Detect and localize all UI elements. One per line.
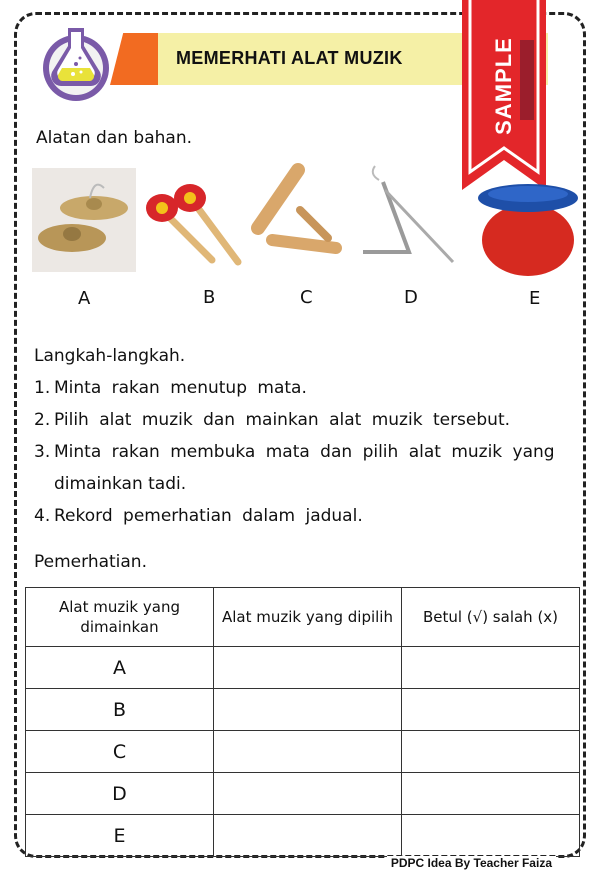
result-cell[interactable] <box>402 815 580 857</box>
flask-icon <box>40 22 112 104</box>
step-item <box>34 500 569 532</box>
observation-table <box>25 587 580 857</box>
row-label: D <box>26 773 214 815</box>
step-item <box>34 404 569 436</box>
table-row <box>26 731 580 773</box>
claves-icon <box>248 160 348 260</box>
step-number: 1. <box>34 378 51 398</box>
row-label: A <box>26 647 214 689</box>
sample-label: SAMPLE <box>491 37 516 135</box>
result-cell[interactable] <box>402 773 580 815</box>
answer-cell[interactable] <box>214 815 402 857</box>
step-text: Rekord pemerhatian dalam jadual. <box>54 506 363 526</box>
step-number: 4. <box>34 506 51 526</box>
steps-heading: Langkah-langkah. <box>34 346 186 366</box>
step-number: 2. <box>34 410 51 430</box>
maracas-icon <box>142 180 246 272</box>
step-text: Pilih alat muzik dan mainkan alat muzik tersebut. <box>54 410 511 430</box>
steps-section <box>34 340 569 532</box>
instrument-letter-d: D <box>404 287 418 308</box>
cymbals-icon <box>32 168 136 272</box>
column-header: Betul (√) salah (x) <box>402 588 580 647</box>
page-title: MEMERHATI ALAT MUZIK <box>176 48 403 68</box>
table-row <box>26 647 580 689</box>
castanet-icon <box>474 180 586 280</box>
instrument-letter-e: E <box>529 288 541 309</box>
step-item <box>34 372 569 404</box>
column-header: Alat muzik yang dimainkan <box>26 588 214 647</box>
column-header: Alat muzik yang dipilih <box>214 588 402 647</box>
result-cell[interactable] <box>402 647 580 689</box>
materials-heading: Alatan dan bahan. <box>36 128 192 148</box>
footer-credit: PDPC Idea By Teacher Faiza <box>387 856 556 870</box>
step-text: Minta rakan menutup mata. <box>54 378 307 398</box>
answer-cell[interactable] <box>214 773 402 815</box>
step-text: Minta rakan membuka mata dan pilih alat muzik yang <box>54 442 555 462</box>
answer-cell[interactable] <box>214 731 402 773</box>
step-continuation: dimainkan tadi. <box>54 474 187 494</box>
triangle-icon <box>355 162 465 272</box>
step-item <box>34 436 569 468</box>
instrument-letter-b: B <box>203 287 216 308</box>
observation-heading: Pemerhatian. <box>34 552 147 572</box>
instrument-letter-c: C <box>300 287 313 308</box>
table-row <box>26 689 580 731</box>
result-cell[interactable] <box>402 689 580 731</box>
row-label: E <box>26 815 214 857</box>
table-row <box>26 773 580 815</box>
table-row <box>26 815 580 857</box>
instrument-letter-a: A <box>78 288 91 309</box>
answer-cell[interactable] <box>214 689 402 731</box>
row-label: B <box>26 689 214 731</box>
table-header-row <box>26 588 580 647</box>
result-cell[interactable] <box>402 731 580 773</box>
step-number: 3. <box>34 442 51 462</box>
answer-cell[interactable] <box>214 647 402 689</box>
row-label: C <box>26 731 214 773</box>
